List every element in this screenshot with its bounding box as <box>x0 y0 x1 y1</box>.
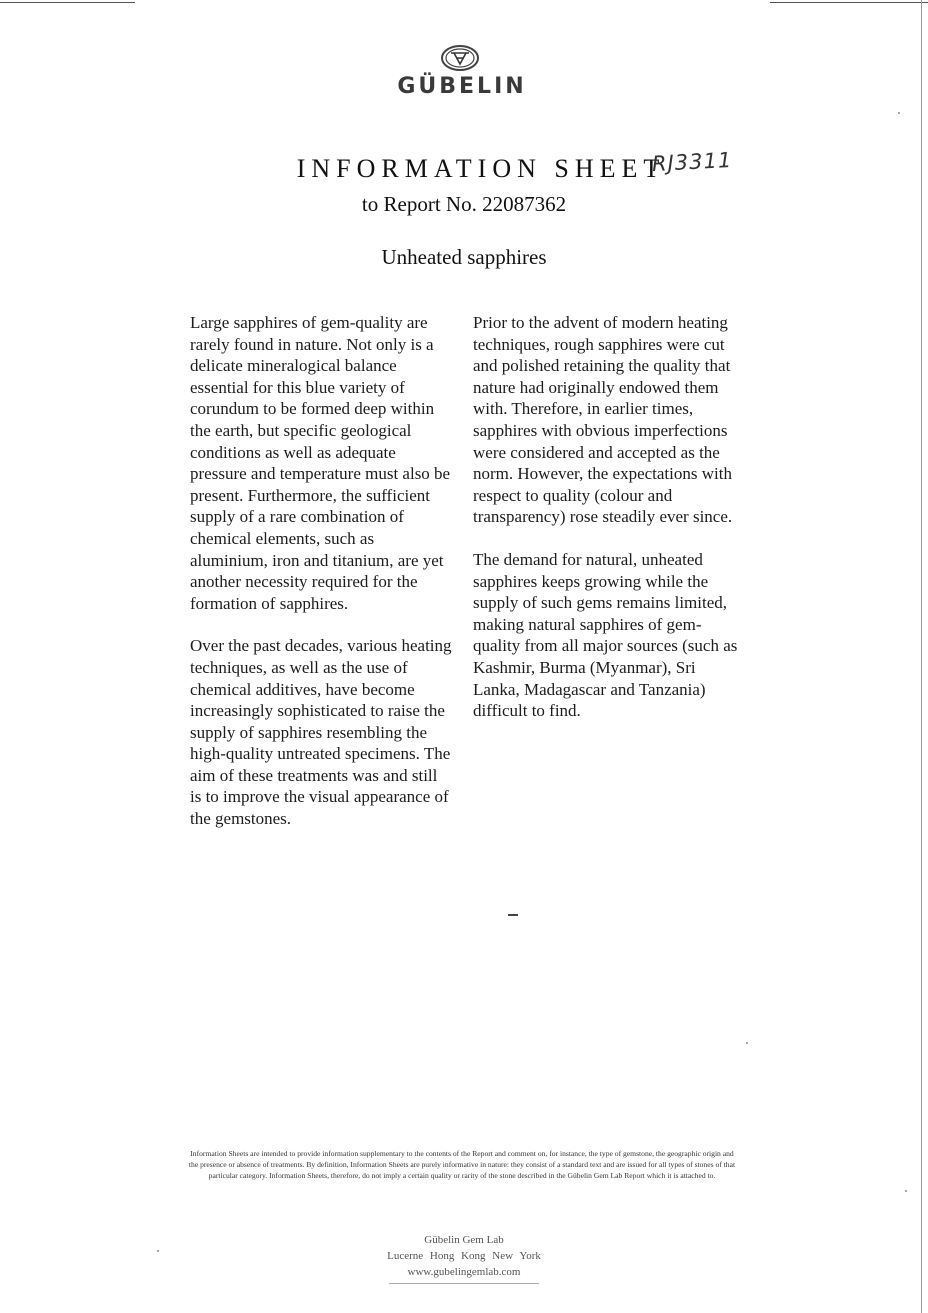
scan-speck <box>905 1190 907 1192</box>
right-column <box>473 312 741 743</box>
scan-speck <box>898 112 900 114</box>
left-column <box>190 312 452 851</box>
emblem-svg <box>440 44 480 72</box>
scan-mark <box>508 914 518 916</box>
footer-locations: Lucerne Hong Kong New York <box>387 1250 541 1262</box>
footer-rule <box>389 1283 539 1284</box>
paragraph: The demand for natural, unheated sapphires keeps growing while the supply of such gems remains limited, making natural sapphires of gem-quality from all major sources (such as Kashmir, Burma (Myanmar), Sri Lanka, Madagascar and Tanzania) difficult to find. <box>473 549 738 721</box>
paragraph: Over the past decades, various heating techniques, as well as the use of chemical additives, have become increasingly sophisticated to raise the supply of sapphires resembling the high-quality untreated specimens. The aim of these treatments was and still is to improve the visual appearance of the gemstones. <box>190 636 452 829</box>
report-number: to Report No. 22087362 <box>361 192 567 216</box>
footer <box>0 1232 928 1284</box>
footer-website-link[interactable]: www.gubelingemlab.com <box>407 1266 521 1278</box>
topic-title: Unheated sapphires <box>381 245 547 269</box>
paragraph: Prior to the advent of modern heating techniques, rough sapphires were cut and polished retaining the quality that nature had originally endowed them with. Therefore, in earlier times, sapphires with obvious imperfections were considered and accepted as the norm. However, the expectations with respect to quality (colour and transparency) rose steadily ever since. <box>473 313 733 527</box>
title-text: INFORMATION SHEET <box>296 154 666 183</box>
scan-line <box>770 2 928 3</box>
disclaimer-text: Information Sheets are intended to provide information supplementary to the contents of the Report and comment on, for instance, the type of gemstone, the geographic origin and the presence or absence of treatments. By definition, Information Sheets are purely informative in nature: they consist of a standard text and are issued for all types of stones of that particular category. Information Sheets, therefore, do not imply a certain quality or rarity of the stone described in the Gübelin Gem Lab Report which it is attached to. <box>188 1149 736 1180</box>
brand-wordmark: GÜBELIN <box>397 74 527 99</box>
handwritten-note: RJ3311 <box>651 147 733 177</box>
footer-lab-name: Gübelin Gem Lab <box>424 1234 504 1246</box>
scan-line <box>0 2 135 3</box>
scan-edge-top <box>0 0 928 6</box>
page-title <box>0 154 928 184</box>
paragraph: Large sapphires of gem-quality are rarely found in nature. Not only is a delicate mineralogical balance essential for this blue variety of corundum to be formed deep within the earth, but specific geological conditions as well as adequate pressure and temperature must also be present. Furthermore, the sufficient supply of a rare combination of chemical elements, such as aluminium, iron and titanium, are yet another necessity required for the formation of sapphires. <box>190 313 451 613</box>
scan-speck <box>746 1042 748 1044</box>
